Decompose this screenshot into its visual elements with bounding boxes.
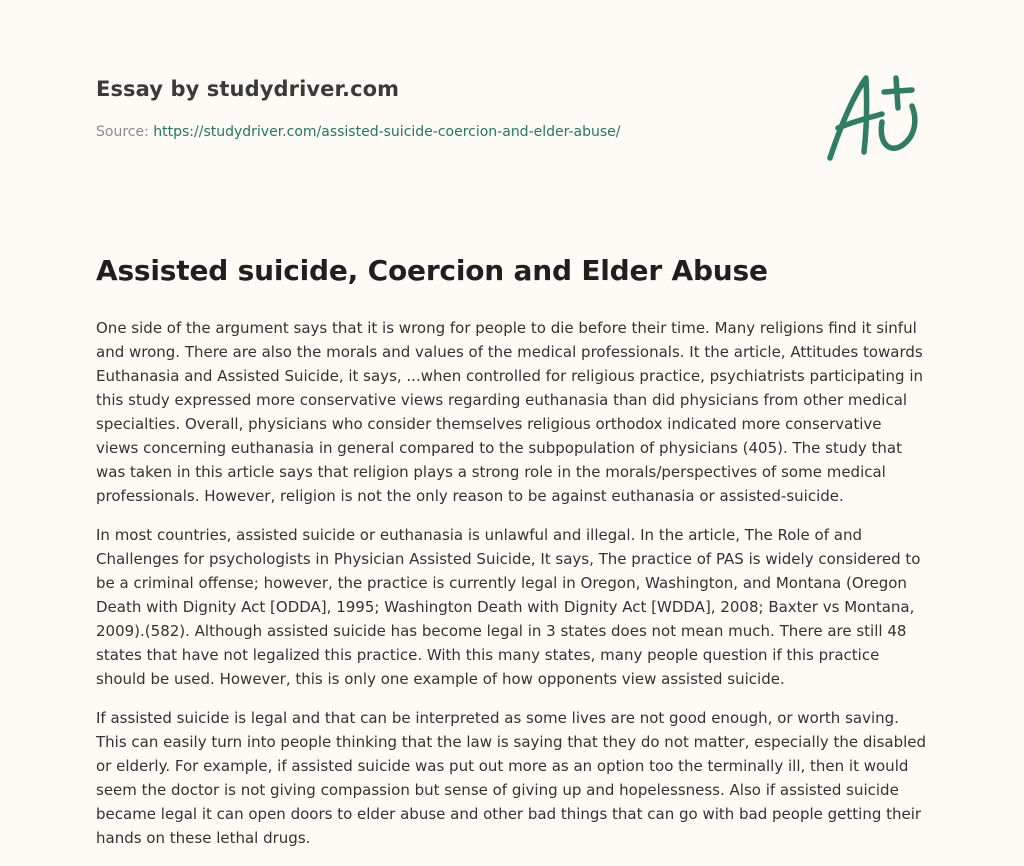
- source-label: Source:: [96, 124, 149, 140]
- article-paragraph: One side of the argument says that it is wrong for people to die before their time. Many religions find it sinful and wrong. There are also the morals and values of the medical professionals. It the article, Attitudes towards Euthanasia and Assisted Suicide, it says, ...when controlled for religious practice, psychiatrists participating in this study expressed more conservative views regarding euthanasia than did physicians from other medical specialties. Overall, physicians who consider themselves religious orthodox indicated more conservative views concerning euthanasia in general compared to the subpopulation of physicians (405). The study that was taken in this article says that religion plays a strong role in the morals/perspectives of some medical professionals. However, religion is not the only reason to be against euthanasia or assisted-suicide.: [96, 319, 924, 505]
- article-body: [96, 316, 928, 865]
- site-brand: Essay by studydriver.com: [96, 77, 400, 101]
- source-link[interactable]: https://studydriver.com/assisted-suicide-coercion-and-elder-abuse/: [153, 124, 621, 140]
- article-paragraph: In most countries, assisted suicide or euthanasia is unlawful and illegal. In the article, The Role of and Challenges for psychologists in Physician Assisted Suicide, It says, The practice of PAS is widely considered to be a criminal offense; however, the practice is currently legal in Oregon, Washington, and Montana (Oregon Death with Dignity Act [ODDA], 1995; Washington Death with Dignity Act [WDDA], 2008; Baxter vs Montana, 2009).(582). Although assisted suicide has become legal in 3 states does not mean much. There are still 48 states that have not legalized this practice. With this many states, many people question if this practice should be used. However, this is only one example of how opponents view assisted suicide.: [96, 526, 921, 688]
- page-title: Assisted suicide, Coercion and Elder Abuse: [96, 254, 768, 287]
- a-plus-logo-icon: [820, 66, 930, 166]
- source-line: [96, 124, 621, 140]
- article-paragraph: If assisted suicide is legal and that can be interpreted as some lives are not good enough, or worth saving. This can easily turn into people thinking that the law is saying that they do not matter, especially the disabled or elderly. For example, if assisted suicide was put out more as an option too the terminally ill, then it would seem the doctor is not giving compassion but sense of giving up and hopelessness. Also if assisted suicide became legal it can open doors to elder abuse and other bad things that can go with bad people getting their hands on these lethal drugs.: [96, 709, 927, 847]
